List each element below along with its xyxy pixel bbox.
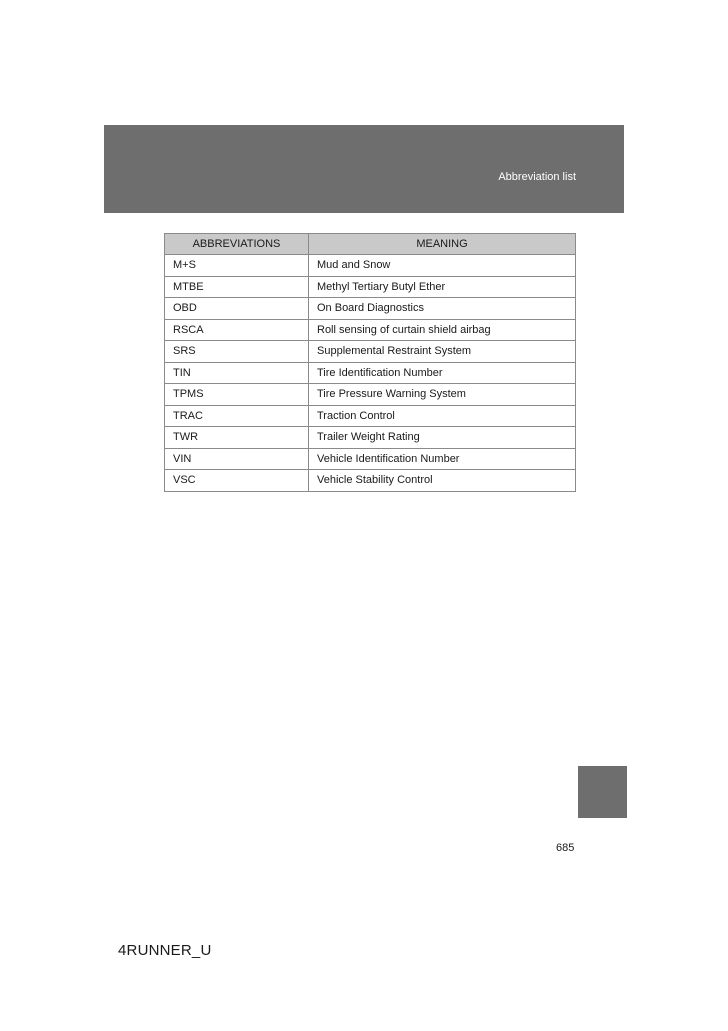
abbreviation-cell: TPMS (165, 384, 309, 406)
meaning-cell: Trailer Weight Rating (309, 427, 576, 449)
meaning-cell: Supplemental Restraint System (309, 341, 576, 363)
abbreviation-cell: TRAC (165, 405, 309, 427)
abbreviation-cell: RSCA (165, 319, 309, 341)
meaning-cell: Roll sensing of curtain shield airbag (309, 319, 576, 341)
section-title: Abbreviation list (498, 171, 576, 183)
table-row (165, 448, 576, 470)
abbreviation-cell: SRS (165, 341, 309, 363)
meaning-cell: Mud and Snow (309, 255, 576, 277)
column-header-abbreviations: ABBREVIATIONS (165, 234, 309, 255)
meaning-cell: Traction Control (309, 405, 576, 427)
table-header-row (165, 234, 576, 255)
abbreviation-cell: VIN (165, 448, 309, 470)
table-row (165, 276, 576, 298)
abbreviation-cell: M+S (165, 255, 309, 277)
table-row (165, 319, 576, 341)
page-number: 685 (556, 842, 575, 854)
meaning-cell: Methyl Tertiary Butyl Ether (309, 276, 576, 298)
table-row (165, 405, 576, 427)
abbreviation-cell: OBD (165, 298, 309, 320)
meaning-cell: Tire Pressure Warning System (309, 384, 576, 406)
table-row (165, 255, 576, 277)
meaning-cell: Tire Identification Number (309, 362, 576, 384)
table-row (165, 341, 576, 363)
table-row (165, 298, 576, 320)
meaning-cell: Vehicle Stability Control (309, 470, 576, 492)
meaning-cell: Vehicle Identification Number (309, 448, 576, 470)
table-row (165, 384, 576, 406)
footer-model-code: 4RUNNER_U (118, 942, 212, 959)
meaning-cell: On Board Diagnostics (309, 298, 576, 320)
table-row (165, 470, 576, 492)
column-header-meaning: MEANING (309, 234, 576, 255)
abbreviation-cell: TIN (165, 362, 309, 384)
abbreviation-table (164, 233, 576, 492)
abbreviation-cell: VSC (165, 470, 309, 492)
abbreviation-cell: MTBE (165, 276, 309, 298)
table-row (165, 362, 576, 384)
table-row (165, 427, 576, 449)
abbreviation-cell: TWR (165, 427, 309, 449)
chapter-side-tab (578, 766, 627, 818)
section-header-band (104, 125, 624, 213)
